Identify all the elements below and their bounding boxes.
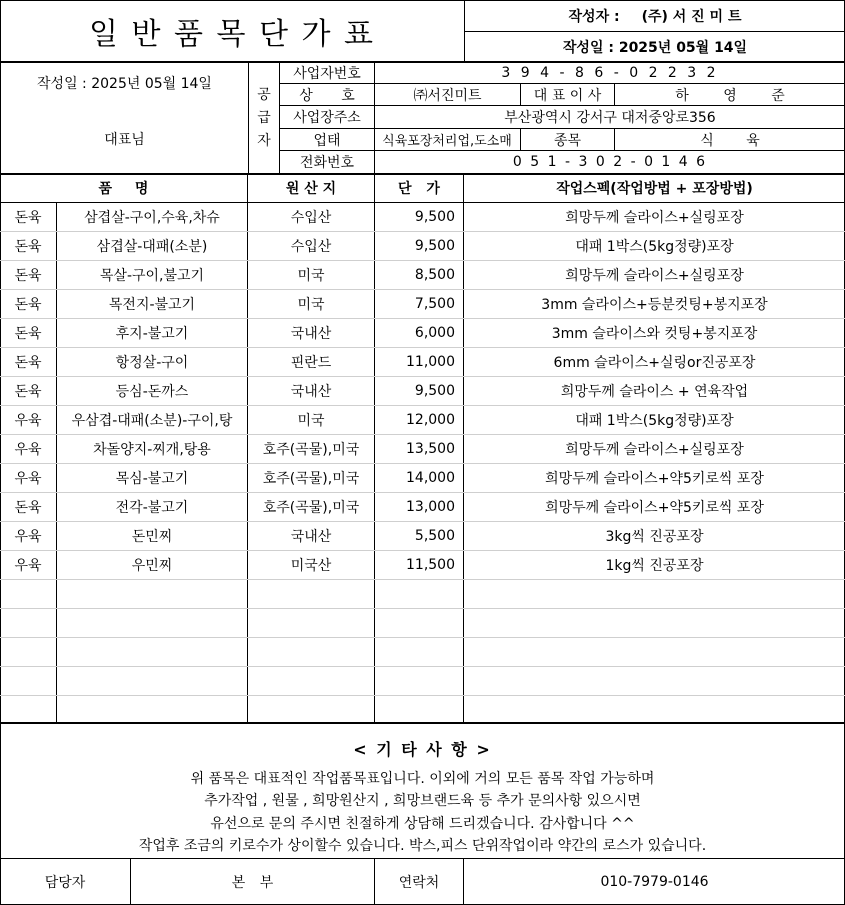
- row-spec: 희망두께 슬라이스+약5키로씩 포장: [545, 471, 764, 487]
- author-line: [465, 0, 845, 31]
- recipient-date: 작성일 : 2025년 05월 14일: [37, 76, 212, 92]
- supplier-side-label-3: 자: [257, 132, 271, 149]
- row-spec: 3mm 슬라이스와 컷팅+봉지포장: [551, 326, 758, 342]
- supplier-side-label-2: 급: [257, 109, 271, 126]
- author-value: (주) 서 진 미 트: [641, 8, 742, 25]
- manager-value: 본 부: [231, 875, 274, 891]
- row-origin: 호주(곡물),미국: [262, 442, 360, 458]
- col-header-origin: 원 산 지: [285, 181, 337, 197]
- phone: 0 5 1 - 3 0 2 - 0 1 4 6: [512, 154, 708, 170]
- notes-line-1: 위 품목은 대표적인 작업품목표입니다. 이외에 거의 모든 품목 작업 가능하며: [190, 771, 655, 787]
- row-type: 돈육: [14, 384, 42, 400]
- row-name: 전각-불고기: [115, 500, 189, 516]
- row-price: 7,500: [414, 296, 455, 312]
- row-origin: 국내산: [290, 326, 332, 342]
- row-spec: 대패 1박스(5kg정량)포장: [575, 239, 734, 255]
- row-spec: 1kg씩 진공포장: [605, 558, 704, 574]
- row-type: 돈육: [14, 355, 42, 371]
- row-price: 9,500: [414, 383, 455, 399]
- row-origin: 핀란드: [290, 355, 332, 371]
- contact-value: 010-7979-0146: [600, 874, 709, 890]
- row-spec: 희망두께 슬라이스 + 연육작업: [560, 384, 749, 400]
- row-price: 9,500: [414, 238, 455, 254]
- row-origin: 미국: [297, 413, 325, 429]
- reg-no-label: 사업자번호: [293, 66, 361, 82]
- row-price: 13,500: [406, 441, 455, 457]
- row-type: 우육: [14, 558, 42, 574]
- address-label: 사업장주소: [293, 110, 361, 126]
- row-price: 12,000: [406, 412, 455, 428]
- row-name: 차돌양지-찌개,탕용: [93, 442, 211, 458]
- row-type: 돈육: [14, 210, 42, 226]
- manager-label: 담당자: [44, 875, 86, 891]
- company-name: ㈜서진미트: [413, 87, 482, 104]
- row-spec: 대패 1박스(5kg정량)포장: [575, 413, 734, 429]
- row-spec: 희망두께 슬라이스+실링포장: [565, 442, 744, 458]
- row-name: 삼겹살-구이,수육,차슈: [84, 210, 220, 226]
- row-name: 돈민찌: [131, 529, 173, 545]
- row-origin: 호주(곡물),미국: [262, 500, 360, 516]
- row-origin: 국내산: [290, 529, 332, 545]
- row-type: 우육: [14, 413, 42, 429]
- row-price: 5,500: [414, 528, 455, 544]
- row-price: 6,000: [414, 325, 455, 341]
- row-name: 목살-구이,불고기: [99, 268, 205, 284]
- recipient-name: 대표님: [104, 131, 145, 148]
- notes-line-3: 유선으로 문의 주시면 친절하게 상담해 드리겠습니다. 감사합니다 ^^: [210, 816, 635, 832]
- row-type: 우육: [14, 471, 42, 487]
- page-title: 일 반 품 목 단 가 표: [88, 17, 376, 52]
- row-spec: 희망두께 슬라이스+실링포장: [565, 210, 744, 226]
- notes-line-2: 추가작업 , 원물 , 희망원산지 , 희망브랜드육 등 추가 문의사항 있으시면: [204, 793, 641, 809]
- row-name: 목전지-불고기: [108, 297, 196, 313]
- item-value: 식 육: [700, 132, 760, 149]
- notes-title: < 기 타 사 항 >: [353, 739, 492, 759]
- row-name: 삼겹살-대패(소분): [96, 239, 208, 255]
- row-spec: 희망두께 슬라이스+약5키로씩 포장: [545, 500, 764, 516]
- header-date: 작성일 : 2025년 05월 14일: [562, 40, 748, 56]
- row-name: 우민찌: [131, 558, 173, 574]
- col-header-spec: 작업스펙(작업방법 + 포장방법): [556, 181, 753, 197]
- business-type-label: 업태: [313, 132, 341, 149]
- row-origin: 호주(곡물),미국: [262, 471, 360, 487]
- row-name: 후지-불고기: [115, 326, 189, 342]
- col-header-name: 품 명: [98, 181, 149, 197]
- row-price: 13,000: [406, 499, 455, 515]
- author-label: 작성자 :: [568, 8, 620, 25]
- row-name: 목심-불고기: [115, 471, 189, 487]
- company-label: 상 호: [299, 87, 355, 104]
- row-price: 14,000: [406, 470, 455, 486]
- row-spec: 6mm 슬라이스+실링or진공포장: [553, 355, 756, 371]
- row-origin: 수입산: [290, 210, 332, 226]
- item-label: 종목: [553, 132, 582, 149]
- contact-label: 연락처: [398, 875, 440, 891]
- row-type: 우육: [14, 442, 42, 458]
- row-spec: 3mm 슬라이스+등분컷팅+봉지포장: [541, 297, 768, 313]
- row-price: 11,500: [406, 557, 455, 573]
- row-origin: 미국: [297, 268, 325, 284]
- row-name: 항정살-구이: [115, 355, 189, 371]
- row-price: 11,000: [406, 354, 455, 370]
- row-name: 우삼겹-대패(소분)-구이,탕: [71, 413, 233, 429]
- row-origin: 수입산: [290, 239, 332, 255]
- row-origin: 미국산: [290, 558, 332, 574]
- ceo-label: 대 표 이 사: [533, 87, 602, 104]
- row-type: 돈육: [14, 239, 42, 255]
- ceo-name: 하 영 준: [675, 87, 785, 104]
- row-type: 돈육: [14, 297, 42, 313]
- row-type: 돈육: [14, 500, 42, 516]
- row-origin: 미국: [297, 297, 325, 313]
- row-origin: 국내산: [290, 384, 332, 400]
- row-price: 9,500: [414, 209, 455, 225]
- row-type: 돈육: [14, 326, 42, 342]
- phone-label: 전화번호: [299, 155, 355, 171]
- row-type: 돈육: [14, 268, 42, 284]
- address: 부산광역시 강서구 대저중앙로356: [504, 110, 716, 126]
- row-name: 등심-돈까스: [115, 384, 189, 400]
- notes-line-4: 작업후 조금의 키로수가 상이할수 있습니다. 박스,피스 단위작업이라 약간의 로스가 있습니다.: [138, 838, 707, 854]
- row-spec: 희망두께 슬라이스+실링포장: [565, 268, 744, 284]
- row-type: 우육: [14, 529, 42, 545]
- col-header-price: 단 가: [398, 181, 440, 197]
- reg-no: 3 9 4 - 8 6 - 0 2 2 3 2: [501, 65, 719, 81]
- business-type: 식육포장처리업,도소매: [382, 134, 512, 149]
- row-price: 8,500: [414, 267, 455, 283]
- supplier-side-label-1: 공: [257, 86, 271, 103]
- row-spec: 3kg씩 진공포장: [605, 529, 704, 545]
